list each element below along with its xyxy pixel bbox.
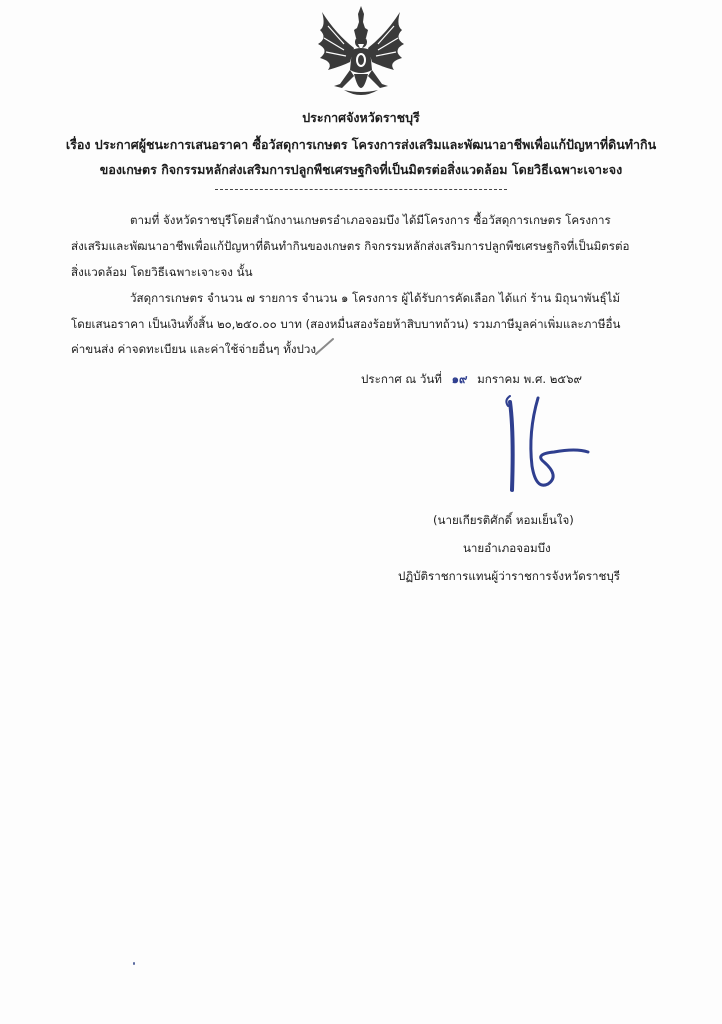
paragraph-1-line-2: ส่งเสริมและพัฒนาอาชีพเพื่อแก้ปัญหาที่ดินทำกินของเกษตร กิจกรรมหลักส่งเสริมการปลูกพืชเศรษฐกิจที่เป็นมิตรต่อ (71, 239, 630, 253)
dashed-divider (215, 189, 507, 190)
garuda-emblem-icon (314, 4, 408, 102)
paragraph-2-line-1: วัสดุการเกษตร จำนวน ๗ รายการ จำนวน ๑ โครงการ ผู้ได้รับการคัดเลือก ได้แก่ ร้าน มิถุนาพันธุ์ไม้ (130, 291, 620, 305)
check-tick-icon (315, 337, 335, 355)
paragraph-2-line-2: โดยเสนอราคา เป็นเงินทั้งสิ้น ๒๐,๒๕๐.๐๐ บาท (สองหมื่นสองร้อยห้าสิบบาทถ้วน) รวมภาษีมูลค่าเพิ่มและภาษีอื่น (71, 317, 621, 331)
signatory-name: (นายเกียรติศักดิ์ หอมเย็นใจ) (433, 513, 574, 527)
document-title: ประกาศจังหวัดราชบุรี (302, 110, 420, 125)
subject-line-2: ของเกษตร กิจกรรมหลักส่งเสริมการปลูกพืชเศรษฐกิจที่เป็นมิตรต่อสิ่งแวดล้อม โดยวิธีเฉพาะเจาะจง (99, 162, 623, 177)
paragraph-1-line-1: ตามที่ จังหวัดราชบุรีโดยสำนักงานเกษตรอำเภอจอมบึง ได้มีโครงการ ซื้อวัสดุการเกษตร โครงการ (130, 213, 611, 227)
date-day: ๑๙ (451, 372, 468, 386)
signatory-acting-for: ปฏิบัติราชการแทนผู้ว่าราชการจังหวัดราชบุรี (398, 569, 620, 583)
paragraph-1-line-3: สิ่งแวดล้อม โดยวิธีเฉพาะเจาะจง นั้น (71, 265, 253, 279)
ink-speck (133, 962, 135, 965)
paragraph-2-line-3: ค่าขนส่ง ค่าจดทะเบียน และค่าใช้จ่ายอื่นๆ ทั้งปวง (71, 342, 317, 356)
date-month-year: มกราคม พ.ศ. ๒๕๖๙ (477, 372, 582, 386)
handwritten-signature (498, 392, 590, 498)
subject-line-1: เรื่อง ประกาศผู้ชนะการเสนอราคา ซื้อวัสดุการเกษตร โครงการส่งเสริมและพัฒนาอาชีพเพื่อแก้ปัญหาที่ดินทำกิน (65, 137, 657, 152)
signatory-position: นายอำเภอจอมบึง (463, 541, 551, 555)
date-prefix: ประกาศ ณ วันที่ (361, 372, 442, 386)
announcement-date (361, 371, 582, 389)
